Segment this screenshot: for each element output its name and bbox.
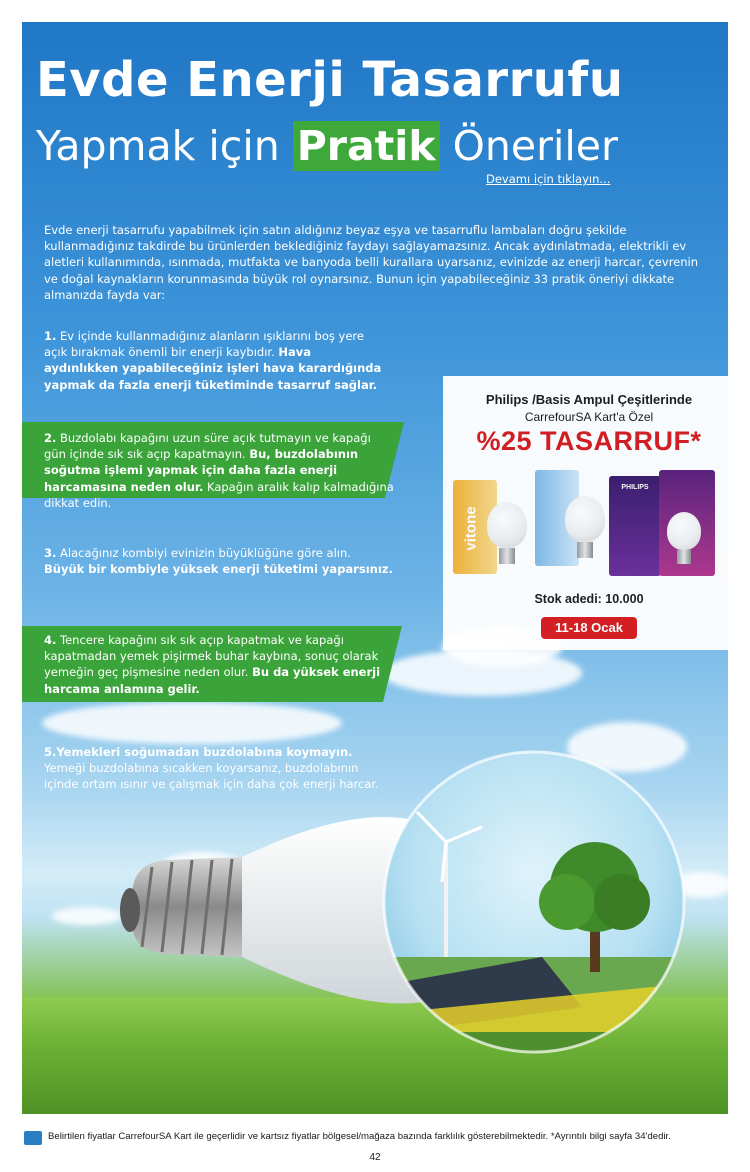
tip-number: 4.: [44, 633, 57, 647]
tip-bold-text: Bu da yüksek enerji harcama anlamına gelir.: [44, 665, 381, 696]
tip-number: 3.: [44, 546, 57, 560]
page-title-line2: [36, 120, 618, 172]
tip-number: 1.: [44, 329, 57, 343]
tip-bold-text: Hava aydınlıkken yapabileceğiniz işleri hava karardığında yapmak da fazla enerji tüketiminde tasarruf sağlar.: [44, 345, 382, 392]
footer-disclaimer: Belirtilen fiyatlar CarrefourSA Kart ile geçerlidir ve kartsız fiyatlar bölgesel/mağaza bazında farklılık gösterebilmektedir. *Ayrıntılı bilgi sayfa 34'dedir.: [48, 1131, 671, 1142]
tip-bold-text: Bu, buzdolabının soğutma işlemi yapmak için daha fazla enerji harcamasına neden olur.: [44, 447, 359, 494]
tip-bold-text: Büyük bir kombiyle yüksek enerji tüketimi yaparsınız.: [44, 562, 393, 577]
bulb-icon: [565, 496, 605, 542]
page-title-line1: Evde Enerji Tasarrufu: [36, 52, 624, 108]
tip-text: Buzdolabı kapağını uzun süre açık tutmayın ve kapağı gün içinde sık sık açıp kapatmayın.: [44, 431, 371, 462]
tip-number: 2.: [44, 431, 57, 445]
read-more-link[interactable]: Devamı için tıklayın...: [486, 172, 611, 186]
hero-panel: [22, 22, 728, 1114]
tip-text-after: Yemeği buzdolabına sıcakken koyarsanız, buzdolabının içinde ortam ısınır ve çalışmak için daha çok enerji harcar.: [44, 761, 379, 792]
tip-bold-text: Yemekleri soğumadan buzdolabına koymayın.: [56, 745, 353, 759]
promo-discount: %25 TASARRUF*: [476, 426, 702, 456]
tip-text: Alacağınız kombiyi evinizin büyüklüğüne göre alın.: [56, 546, 351, 560]
tip-text: Tencere kapağını sık sık açıp kapatmak ve kapağı kapatmadan yemek pişirmek buhar kaybına, sonuç olarak yemeğin geç pişmesine neden olur.: [44, 633, 379, 680]
bulb-icon: [487, 502, 527, 548]
promo-dates: 11-18 Ocak: [541, 617, 637, 639]
promo-subheading: CarrefourSA Kart'a Özel: [524, 410, 654, 424]
promo-card[interactable]: [443, 376, 728, 650]
title-prefix: Yapmak için: [36, 122, 280, 170]
vitone-brand: vitone: [462, 506, 480, 551]
tip-4: [44, 632, 384, 697]
bulb-base-icon: [577, 542, 593, 558]
card-icon: [24, 1131, 42, 1145]
tip-number: 5.: [44, 745, 57, 759]
promo-stock: Stok adedi: 10.000: [534, 592, 644, 606]
tip-5: [44, 744, 384, 793]
bulb-base-icon: [499, 548, 515, 564]
bulb-icon: [667, 512, 701, 550]
page-number: 42: [369, 1152, 381, 1163]
tip-text-after: Kapağın aralık kalıp kalmadığına dikkat edin.: [44, 479, 394, 510]
tip-3: [44, 545, 394, 577]
tip-1: [44, 328, 389, 393]
philips-box-purple: [609, 476, 661, 576]
bulb-base-icon: [677, 550, 691, 564]
tip-2: [44, 430, 394, 511]
tip-text: Ev içinde kullanmadığınız alanların ışıklarını boş yere açık bırakmak önemli bir enerji kaybıdır.: [44, 329, 364, 360]
title-suffix: Öneriler: [452, 122, 618, 170]
philips-brand: PHILIPS: [621, 484, 649, 491]
promo-heading: Philips /Basis Ampul Çeşitlerinde: [485, 392, 693, 407]
title-highlight: Pratik: [293, 121, 440, 171]
product-image-group: [453, 468, 725, 586]
intro-paragraph: Evde enerji tasarrufu yapabilmek için satın aldığınız beyaz eşya ve tasarruflu lambaları doğru şekilde kullanmadığınız takdirde bu ürünlerden beklediğiniz faydayı sağlayamazsınız. Ancak aydınlatmada, elektrikli ev aletleri kullanımında, ısınmada, mutfakta ve banyoda belli kurallara uyarsanız, evinizde az enerji harcar, çevrenin ve doğal kaynakların korunmasında büyük rol oynarsınız. Bunun için yapabileceğiniz 33 pratik öneriyi dikkate almanızda fayda var:: [44, 223, 699, 302]
